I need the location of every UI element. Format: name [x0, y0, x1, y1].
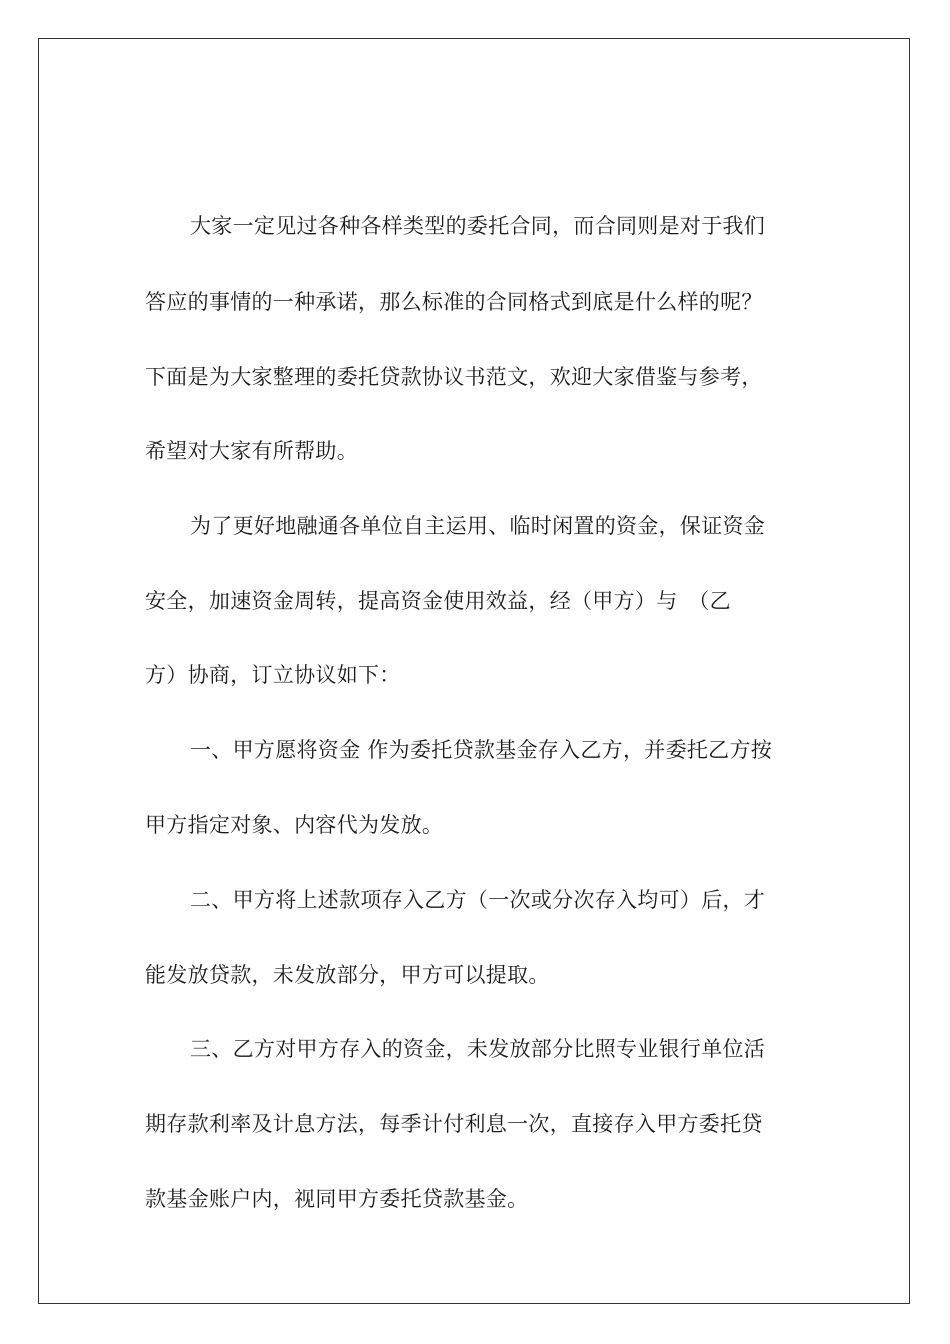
clause-3-line-3: 款基金账户内，视同甲方委托贷款基金。 [145, 1187, 529, 1211]
clause-2-line-1: 二、甲方将上述款项存入乙方（一次或分次存入均可）后，才 [190, 888, 766, 912]
clause-1-line-2: 甲方指定对象、内容代为发放。 [145, 813, 444, 837]
paragraph-1-line-2: 答应的事情的一种承诺，那么标准的合同格式到底是什么样的呢？ [145, 290, 763, 314]
clause-3-line-1: 三、乙方对甲方存入的资金，未发放部分比照专业银行单位活 [190, 1037, 766, 1061]
paragraph-2-line-2: 安全，加速资金周转，提高资金使用效益，经（甲方）与 （乙 [145, 589, 731, 613]
paragraph-2-line-3: 方）协商，订立协议如下： [145, 663, 401, 687]
clause-1-line-1: 一、甲方愿将资金 作为委托贷款基金存入乙方，并委托乙方按 [190, 738, 773, 762]
clause-3-line-2: 期存款利率及计息方法，每季计付利息一次，直接存入甲方委托贷 [145, 1112, 763, 1136]
paragraph-1-line-3: 下面是为大家整理的委托贷款协议书范文，欢迎大家借鉴与参考， [145, 365, 763, 389]
paragraph-2-line-1: 为了更好地融通各单位自主运用、临时闲置的资金，保证资金 [190, 514, 766, 538]
clause-2-line-2: 能发放贷款，未发放部分，甲方可以提取。 [145, 963, 550, 987]
paragraph-1-line-1: 大家一定见过各种各样类型的委托合同，而合同则是对于我们 [190, 214, 766, 238]
paragraph-1-line-4: 希望对大家有所帮助。 [145, 439, 358, 463]
